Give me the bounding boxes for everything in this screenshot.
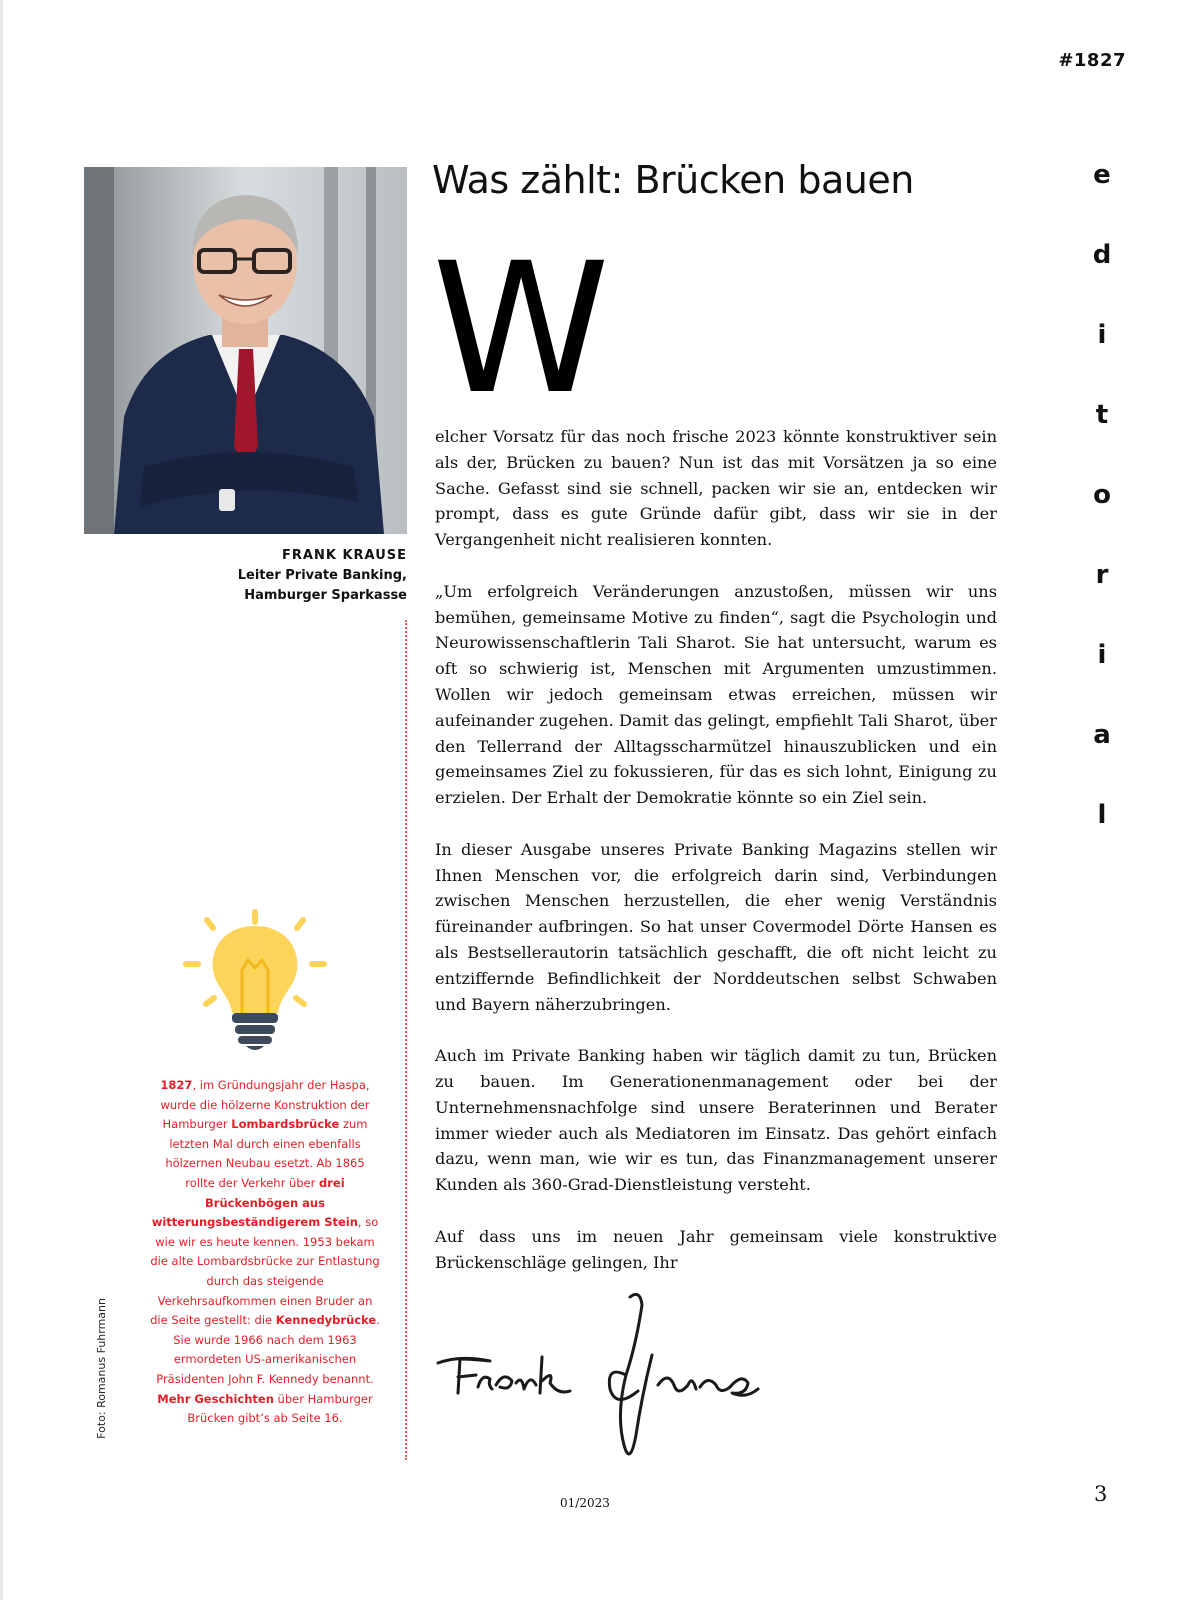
dotted-divider bbox=[405, 620, 407, 1460]
highlight-year: 1827 bbox=[160, 1078, 193, 1092]
author-portrait bbox=[84, 167, 407, 534]
vertical-letter: i bbox=[1097, 640, 1107, 670]
vertical-letter: a bbox=[1093, 720, 1111, 750]
footer-issue-date: 01/2023 bbox=[560, 1496, 610, 1510]
sidebar-bridge-history bbox=[150, 1076, 380, 1429]
sidebar-text: . Sie wurde 1966 nach dem 1963 ermordeten US-amerikanischen Präsidenten John F. Kennedy benannt. bbox=[156, 1313, 380, 1386]
body-paragraph: elcher Vorsatz für das noch frische 2023 könnte konstruktiver sein als der, Brücken zu bauen? Nun ist das mit Vorsätzen ja so eine Sache. Gefasst sind sie schnell, packen wir sie an, entdecken wir prompt, dass es gute Gründe dafür gibt, dass wir sie in der Vergangenheit nicht realisieren konnten. bbox=[435, 427, 997, 550]
page-edge bbox=[0, 0, 3, 1600]
vertical-letter: l bbox=[1097, 800, 1107, 830]
photo-credit: Foto: Romanus Fuhrmann bbox=[95, 1298, 108, 1439]
highlight-stone-arches: drei Brückenbögen aus witterungsbeständigerem Stein bbox=[151, 1175, 358, 1230]
sidebar-text: zum letzten Mal durch einen ebenfalls hölzernen Neubau esetzt. Ab 1865 rollte der Verkehr über bbox=[165, 1117, 368, 1190]
headline: Was zählt: Brücken bauen bbox=[432, 158, 914, 202]
page-number: 3 bbox=[1094, 1482, 1108, 1506]
sidebar-text: , im Gründungsjahr der Haspa, wurde die hölzerne Konstruktion der Hamburger bbox=[160, 1078, 370, 1132]
vertical-letter: r bbox=[1095, 560, 1109, 590]
vertical-letter: e bbox=[1093, 160, 1111, 190]
author-organization: Hamburger Sparkasse bbox=[244, 588, 407, 603]
vertical-letter: d bbox=[1092, 240, 1112, 270]
sidebar-text: über Hamburger Brücken gibt’s ab Seite 16. bbox=[187, 1391, 373, 1426]
highlight-more-stories: Mehr Geschichten bbox=[157, 1391, 274, 1406]
body-paragraph: Auch im Private Banking haben wir täglich damit zu tun, Brücken zu bauen. Im Generationenmanagement oder bei der Unternehmensnachfolge sind unsere Beraterinnen und Berater immer wieder auch als Mediatoren im Einsatz. Das gehört einfach dazu, wenn man, wie wir es tun, das Finanzmanagement unserer Kunden als 360-Grad-Dienstleistung versteht. bbox=[435, 1046, 997, 1195]
vertical-letter: i bbox=[1097, 320, 1107, 350]
drop-cap: W bbox=[432, 225, 610, 434]
highlight-lombardsbruecke: Lombardsbrücke bbox=[231, 1117, 340, 1132]
lightbulb-icon bbox=[180, 908, 330, 1058]
signature bbox=[430, 1285, 770, 1475]
highlight-kennedybruecke: Kennedybrücke bbox=[275, 1313, 377, 1328]
issue-tag: #1827 bbox=[1058, 50, 1126, 71]
author-name: FRANK KRAUSE bbox=[282, 548, 407, 563]
author-caption bbox=[84, 546, 407, 606]
sidebar-text: , so wie wir es heute kennen. 1953 bekam die alte Lombardsbrücke zur Entlastung durch das steigende Verkehrsaufkommen einen Bruder an die Seite gestellt: die bbox=[150, 1215, 380, 1328]
body-paragraph: Auf dass uns im neuen Jahr gemeinsam viele konstruktive Brückenschläge gelingen, Ihr bbox=[435, 1226, 997, 1272]
body-paragraph: „Um erfolgreich Veränderungen anzustoßen, müssen wir uns bemühen, gemeinsame Motive zu finden“, sagt die Psychologin und Neurowissenschaftlerin Tali Sharot. Sie hat untersucht, warum es oft so schwierig ist, Menschen mit Argumenten umzustimmen. Wollen wir jedoch gemeinsam etwas erreichen, müssen wir aufeinander zugehen. Damit das gelingt, empfiehlt Tali Sharot, über den Tellerrand der Alltagsscharmützel hinauszublicken und ein gemeinsames Ziel zu fokussieren, für das es sich lohnt, Einigung zu erzielen. Der Erhalt der Demokratie könnte so ein Ziel sein. bbox=[435, 581, 997, 808]
author-role: Leiter Private Banking, bbox=[237, 568, 407, 583]
editorial-body bbox=[435, 424, 997, 1301]
vertical-letter: o bbox=[1093, 480, 1111, 510]
vertical-letter: t bbox=[1095, 400, 1109, 430]
body-paragraph: In dieser Ausgabe unseres Private Banking Magazins stellen wir Ihnen Menschen vor, die erfolgreich darin sind, Verbindungen zwischen Menschen herzustellen, die eher wenig Verständnis füreinander aufbringen. So hat unser Covermodel Dörte Hansen es als Bestsellerautorin tatsächlich geschafft, die oft nicht leicht zu entziffernde Befindlichkeit der Norddeutschen selbst Schwaben und Bayern näherzubringen. bbox=[435, 839, 997, 1014]
vertical-word-editorial bbox=[1087, 160, 1117, 880]
